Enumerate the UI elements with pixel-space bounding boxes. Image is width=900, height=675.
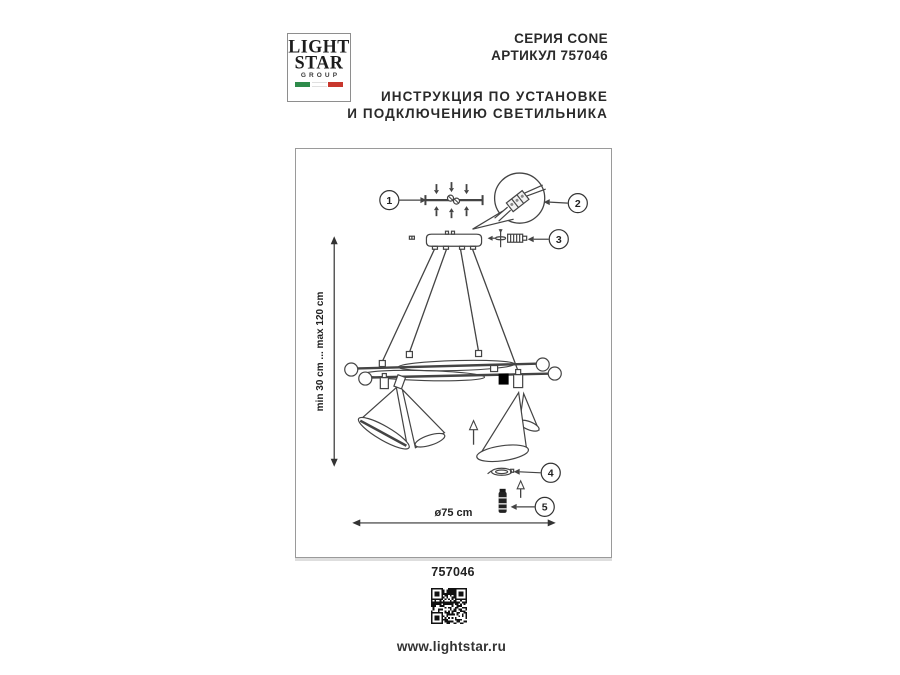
svg-text:min 30 cm ... max 120 cm: min 30 cm ... max 120 cm [315,291,327,412]
svg-text:3: 3 [555,234,562,247]
svg-text:2: 2 [574,197,581,210]
diagram-svg [296,149,611,557]
logo-light-text: LIGHT [288,35,350,57]
callout-1 [380,191,427,210]
mounting-bracket [425,195,482,205]
footer-article-number: 757046 [431,565,475,579]
series-title: СЕРИЯ CONE [514,31,608,46]
logo-star-text: STAR [294,51,344,73]
document-header [347,30,608,122]
frame-ball [359,372,372,385]
lamp-socket [514,375,523,388]
horizontal-dimension [352,507,555,527]
svg-text:ø75 cm: ø75 cm [434,506,473,519]
logo-group-text: GROUP [300,72,341,79]
suspension-rods [382,249,518,372]
lamp-socket [380,378,388,389]
svg-text:4: 4 [547,467,554,480]
instruction-line-1: ИНСТРУКЦИЯ ПО УСТАНОВКЕ [380,89,608,104]
svg-text:5: 5 [541,501,548,514]
italian-flag-icon [295,82,343,87]
article-title: АРТИКУЛ 757046 [491,48,608,63]
instruction-line-2: И ПОДКЛЮЧЕНИЮ СВЕТИЛЬНИКА [347,106,608,121]
vertical-dimension [315,236,338,467]
insert-arrow-up [470,421,478,445]
installation-diagram [295,148,612,558]
flag-green-segment [295,82,310,87]
flag-white-segment [312,82,327,87]
callout-3 [528,230,569,249]
cable-grip [488,229,527,247]
frame-ball [536,358,549,371]
insert-arrow-up [517,481,524,498]
callout-5 [511,497,555,516]
website-url: www.lightstar.ru [396,639,507,654]
frame-ball [548,367,561,380]
led-lamp [499,489,507,513]
ceiling-canopy [409,231,481,249]
screw-icon [409,236,414,239]
callout-2 [544,194,588,213]
driver-box [499,374,509,385]
shade-ring [488,468,514,475]
lightstar-logo [287,33,351,102]
instruction-title [347,88,608,122]
frame-bars [345,350,562,388]
frame-ball [345,363,358,376]
flag-red-segment [328,82,343,87]
callout-4 [514,463,561,482]
qr-code-icon [430,588,468,624]
svg-text:1: 1 [386,194,393,207]
